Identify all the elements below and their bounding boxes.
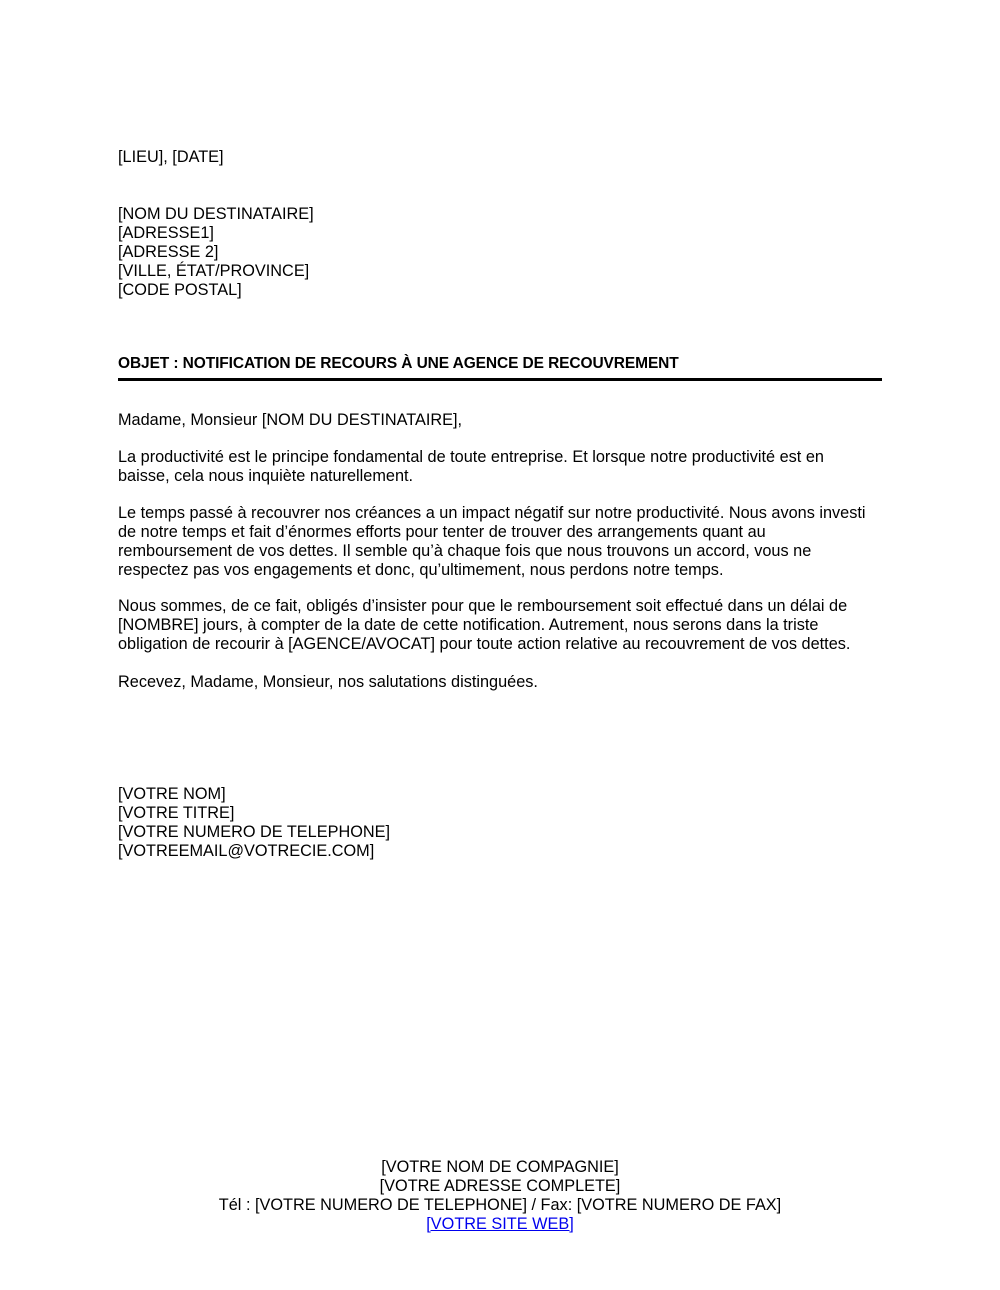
- recipient-address-1: [ADRESSE1]: [118, 224, 214, 242]
- subject-line: OBJET : NOTIFICATION DE RECOURS À UNE AGENCE DE RECOUVREMENT: [118, 355, 679, 372]
- signature-block: [118, 785, 888, 861]
- paragraph-line: de notre temps et fait d’énormes efforts pour tenter de trouver des arrangements quant au: [118, 523, 766, 541]
- sender-name: [VOTRE NOM]: [118, 785, 226, 803]
- paragraph-line: obligation de recourir à [AGENCE/AVOCAT] pour toute action relative au recouvrement de vos dettes.: [118, 635, 851, 653]
- recipient-postal-code: [CODE POSTAL]: [118, 281, 242, 299]
- paragraph-line: baisse, cela nous inquiète naturellement.: [118, 467, 414, 485]
- paragraph-line: [NOMBRE] jours, à compter de la date de cette notification. Autrement, nous serons dans la triste: [118, 616, 819, 634]
- paragraph-line: respectez pas vos engagements et donc, qu’ultimement, nous perdons notre temps.: [118, 561, 724, 579]
- paragraph-1: [118, 448, 888, 486]
- subject-divider: [118, 378, 882, 381]
- place-date: [118, 148, 888, 167]
- sender-phone: [VOTRE NUMERO DE TELEPHONE]: [118, 823, 391, 841]
- footer-company: [VOTRE NOM DE COMPAGNIE]: [381, 1158, 619, 1176]
- footer-contact: Tél : [VOTRE NUMERO DE TELEPHONE] / Fax: [VOTRE NUMERO DE FAX]: [218, 1196, 782, 1214]
- letterhead-footer: [0, 1158, 1000, 1234]
- recipient-name: [NOM DU DESTINATAIRE]: [118, 205, 314, 223]
- salutation-text: Madame, Monsieur [NOM DU DESTINATAIRE],: [118, 411, 463, 429]
- paragraph-line: La productivité est le principe fondamental de toute entreprise. Et lorsque notre productivité est en: [118, 448, 824, 466]
- paragraph-line: Le temps passé à recouvrer nos créances a un impact négatif sur notre productivité. Nous avons investi: [118, 504, 866, 522]
- recipient-address-2: [ADRESSE 2]: [118, 243, 219, 261]
- recipient-address-block: [118, 205, 888, 300]
- paragraph-2: [118, 504, 888, 580]
- closing: [118, 673, 888, 692]
- sender-title: [VOTRE TITRE]: [118, 804, 235, 822]
- recipient-city-state: [VILLE, ÉTAT/PROVINCE]: [118, 262, 310, 280]
- place-date-text: [LIEU], [DATE]: [118, 148, 224, 166]
- closing-text: Recevez, Madame, Monsieur, nos salutations distinguées.: [118, 673, 538, 691]
- paragraph-line: Nous sommes, de ce fait, obligés d’insister pour que le remboursement soit effectué dans un délai de: [118, 597, 848, 615]
- sender-email: [VOTREEMAIL@VOTRECIE.COM]: [118, 842, 375, 860]
- footer-website-link[interactable]: [VOTRE SITE WEB]: [426, 1215, 574, 1233]
- salutation: [118, 411, 888, 430]
- paragraph-3: [118, 597, 888, 654]
- paragraph-line: remboursement de vos dettes. Il semble qu’à chaque fois que nous trouvons un accord, vous ne: [118, 542, 812, 560]
- footer-address: [VOTRE ADRESSE COMPLETE]: [379, 1177, 621, 1195]
